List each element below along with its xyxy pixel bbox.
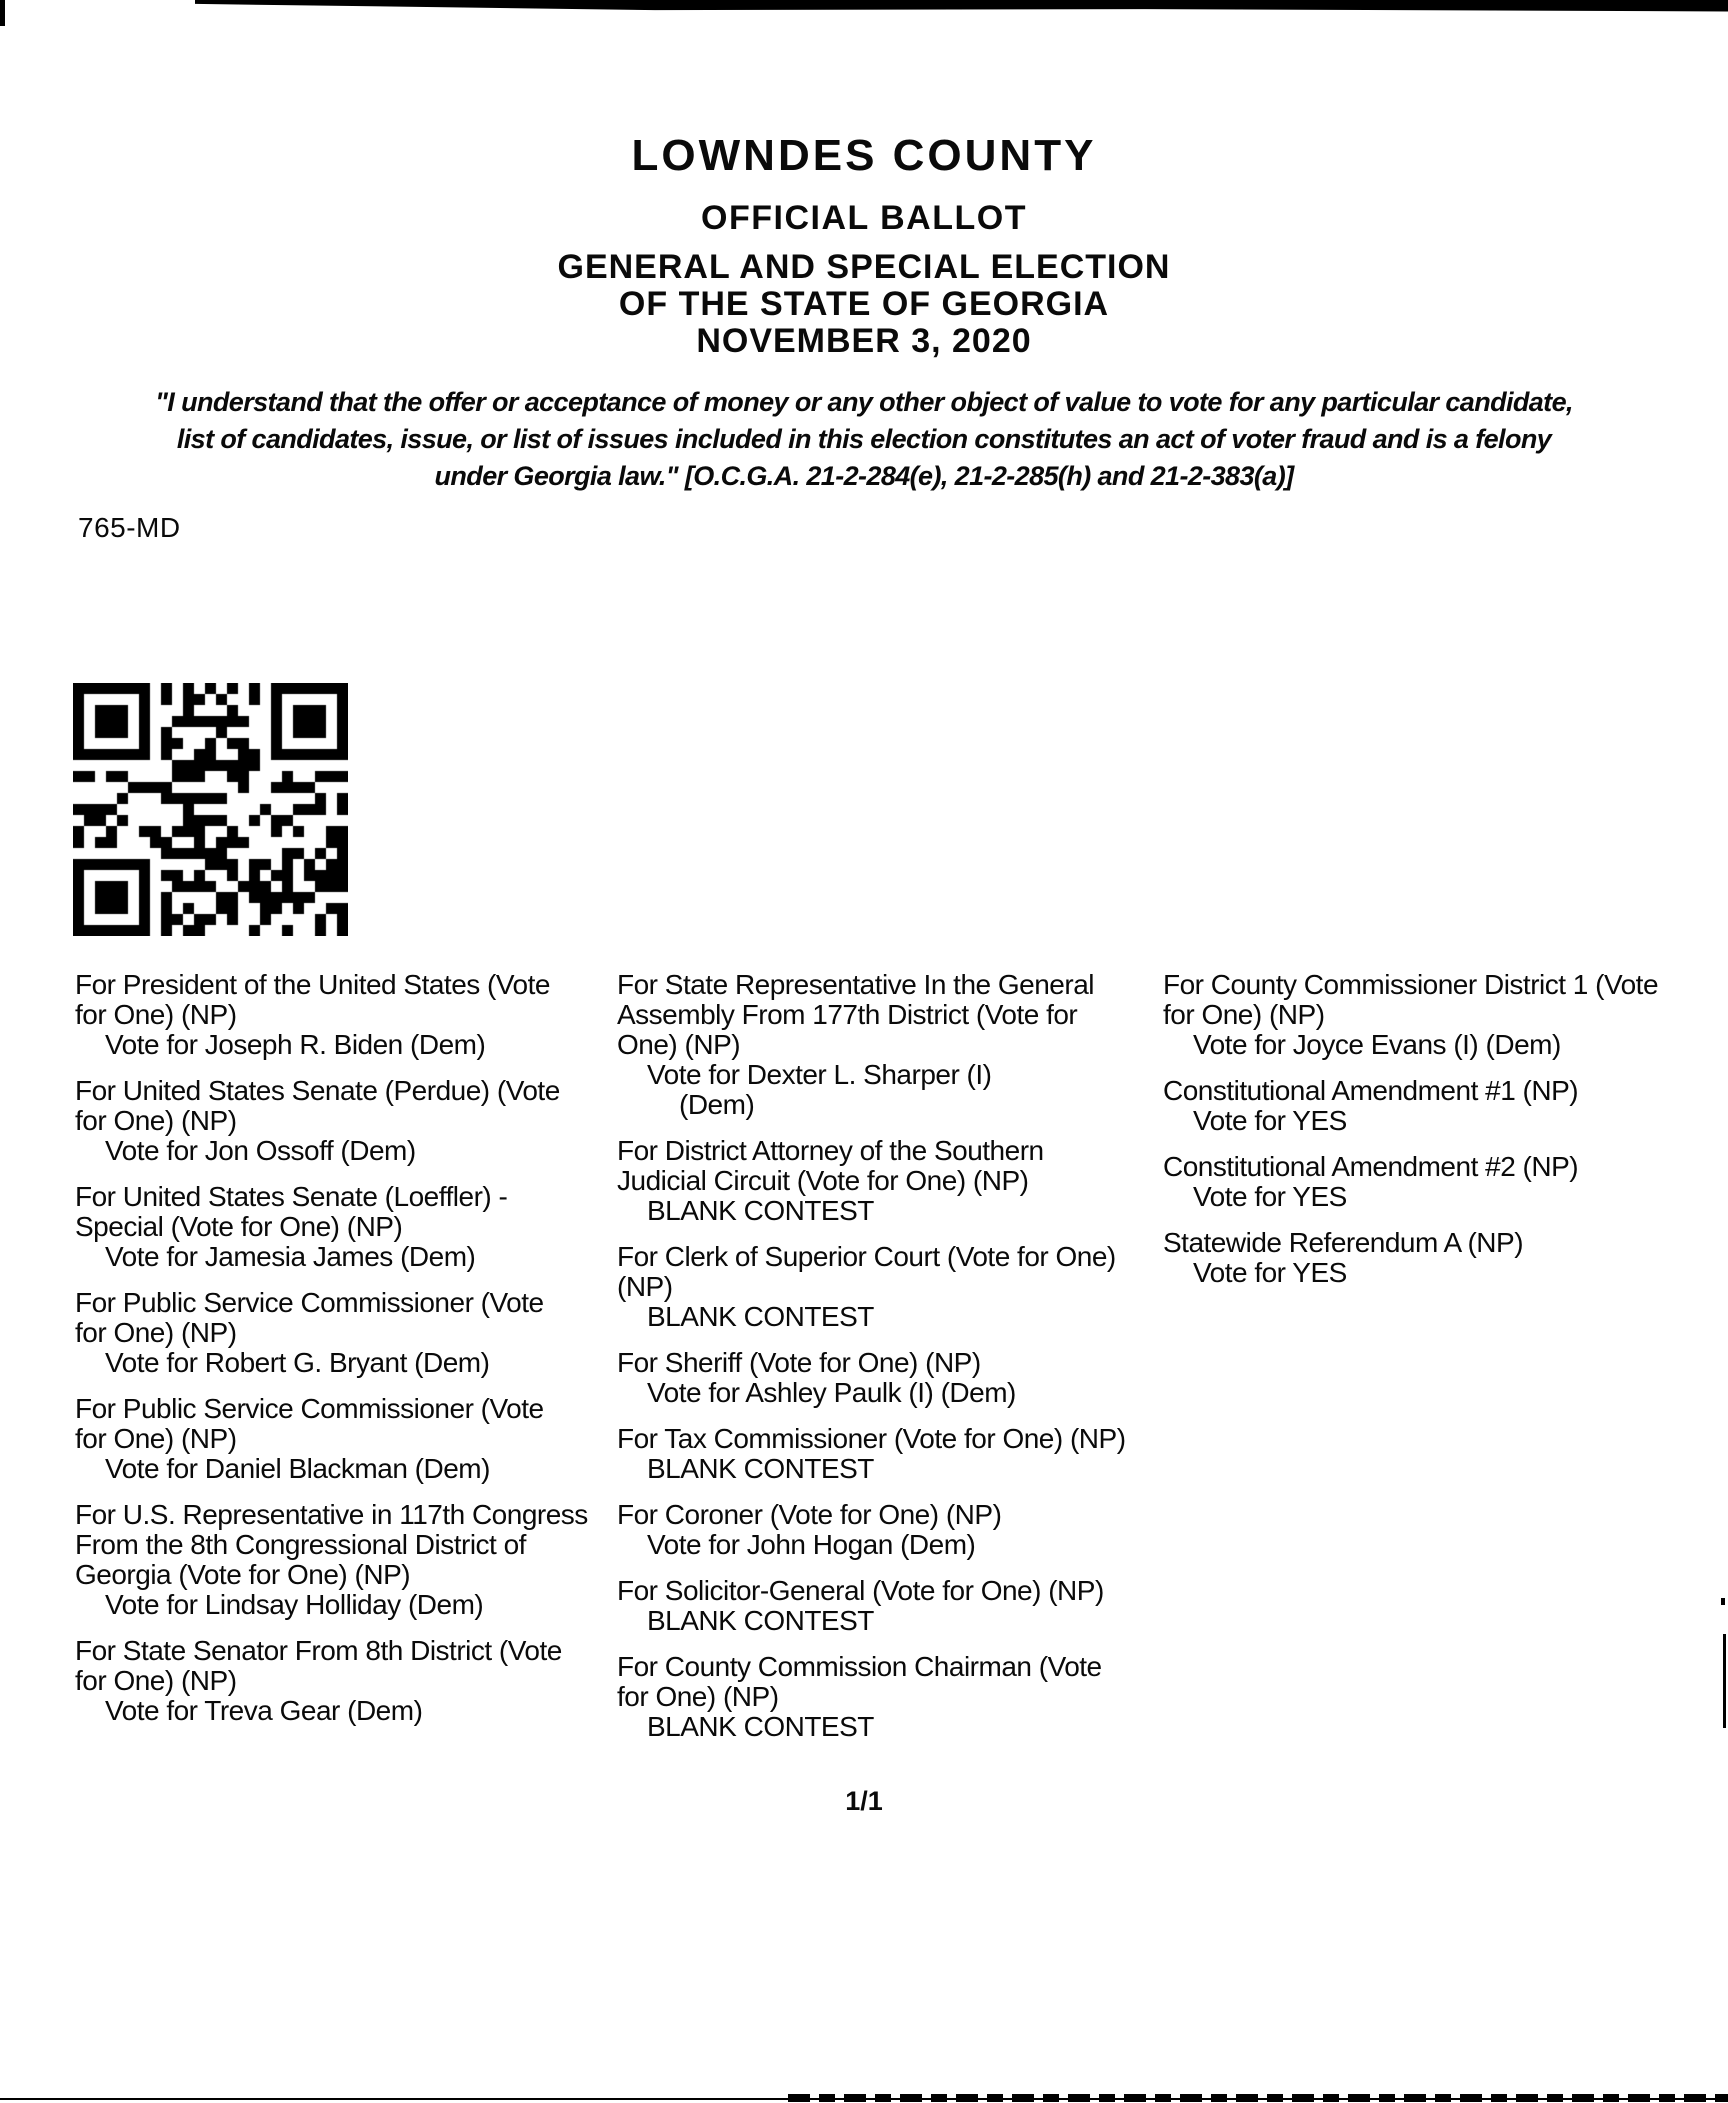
contest-vote-line: Vote for Jon Ossoff (Dem) [105, 1135, 416, 1166]
page-number: 1/1 [845, 1786, 883, 1816]
contest-title-line: For Public Service Commissioner (Vote [75, 1287, 544, 1318]
election-title-line: GENERAL AND SPECIAL ELECTION [557, 248, 1171, 286]
contest-vote-line: Vote for Dexter L. Sharper (I) [647, 1059, 992, 1090]
contest-block [75, 1636, 615, 1726]
ballot-header [0, 131, 1728, 360]
contest-vote-line: Vote for Jamesia James (Dem) [105, 1241, 476, 1272]
contest-title-line: For State Senator From 8th District (Vote [75, 1635, 562, 1666]
scan-artifact-bottom-timing-marks [788, 2094, 1728, 2102]
contest-title-line: Georgia (Vote for One) (NP) [75, 1559, 411, 1590]
contest-vote-line: Vote for Treva Gear (Dem) [105, 1695, 423, 1726]
contest-block [617, 1348, 1161, 1408]
contest-vote-line: Vote for YES [1193, 1181, 1347, 1212]
contest-vote-line: Vote for John Hogan (Dem) [647, 1529, 976, 1560]
contest-block [75, 970, 615, 1060]
county-title: LOWNDES COUNTY [631, 131, 1097, 180]
contest-title-line: For Tax Commissioner (Vote for One) (NP) [617, 1423, 1126, 1454]
contest-block [1163, 970, 1728, 1060]
scan-artifact-right-edge-dot [1721, 1598, 1725, 1605]
scan-artifact-top-left-tick [0, 0, 5, 26]
contest-title-line: For Solicitor-General (Vote for One) (NP) [617, 1575, 1104, 1606]
contest-title-line: For President of the United States (Vote [75, 969, 550, 1000]
qr-code [73, 683, 348, 936]
official-ballot-title: OFFICIAL BALLOT [701, 199, 1027, 237]
contest-block [617, 1136, 1161, 1226]
contest-title-line: From the 8th Congressional District of [75, 1529, 526, 1560]
contest-vote-line: Vote for Joseph R. Biden (Dem) [105, 1029, 486, 1060]
contest-block [617, 1576, 1161, 1636]
contest-title-line: for One) (NP) [1163, 999, 1325, 1030]
election-date-line: NOVEMBER 3, 2020 [696, 322, 1032, 360]
contest-block [75, 1288, 615, 1378]
contest-title-line: For U.S. Representative in 117th Congress [75, 1499, 588, 1530]
contest-title-line: One) (NP) [617, 1029, 741, 1060]
scan-artifact-top-bar [195, 0, 1728, 13]
contest-title-line: For Coroner (Vote for One) (NP) [617, 1499, 1002, 1530]
contest-block [617, 1242, 1161, 1332]
contest-vote-line: Vote for YES [1193, 1105, 1347, 1136]
contest-vote-line: Vote for Lindsay Holliday (Dem) [105, 1589, 484, 1620]
contest-block [617, 1424, 1161, 1484]
election-title-line: OF THE STATE OF GEORGIA [618, 285, 1110, 323]
contest-title-line: For United States Senate (Perdue) (Vote [75, 1075, 560, 1106]
contest-title-line: For District Attorney of the Southern [617, 1135, 1044, 1166]
contest-block [617, 1652, 1161, 1742]
contest-title-line: For United States Senate (Loeffler) - [75, 1181, 508, 1212]
contest-block [1163, 1228, 1728, 1288]
contest-title-line: for One) (NP) [75, 1105, 237, 1136]
contest-title-line: for One) (NP) [75, 1317, 237, 1348]
contest-title-line: (NP) [617, 1271, 673, 1302]
contest-vote-line: BLANK CONTEST [647, 1605, 874, 1636]
disclaimer-line: list of candidates, issue, or list of issues included in this election constitutes an act of voter fraud and is a felony [176, 424, 1552, 454]
contest-vote-line: (Dem) [679, 1089, 755, 1120]
contest-title-line: For County Commission Chairman (Vote [617, 1651, 1102, 1682]
contest-title-line: Assembly From 177th District (Vote for [617, 999, 1078, 1030]
contest-title-line: Statewide Referendum A (NP) [1163, 1227, 1524, 1258]
contest-vote-line: BLANK CONTEST [647, 1195, 874, 1226]
contest-vote-line: Vote for Daniel Blackman (Dem) [105, 1453, 490, 1484]
contest-column-2 [617, 970, 1161, 1758]
contest-block [617, 1500, 1161, 1560]
contest-title-line: For County Commissioner District 1 (Vote [1163, 969, 1659, 1000]
ballot-style-code: 765-MD [78, 512, 181, 543]
contest-block [75, 1182, 615, 1272]
contest-vote-line: Vote for Robert G. Bryant (Dem) [105, 1347, 490, 1378]
contest-title-line: for One) (NP) [75, 1665, 237, 1696]
contest-vote-line: BLANK CONTEST [647, 1711, 874, 1742]
contest-title-line: For Clerk of Superior Court (Vote for One) [617, 1241, 1116, 1272]
contest-title-line: For Sheriff (Vote for One) (NP) [617, 1347, 981, 1378]
contest-block [75, 1500, 615, 1620]
contest-title-line: for One) (NP) [75, 999, 237, 1030]
contest-vote-line: BLANK CONTEST [647, 1301, 874, 1332]
contest-block [75, 1394, 615, 1484]
contest-title-line: for One) (NP) [75, 1423, 237, 1454]
contest-title-line: for One) (NP) [617, 1681, 779, 1712]
scan-artifact-right-edge-line [1723, 1634, 1726, 1728]
disclaimer-line: under Georgia law." [O.C.G.A. 21-2-284(e), 21-2-285(h) and 21-2-383(a)] [434, 461, 1294, 491]
contest-vote-line: Vote for Ashley Paulk (I) (Dem) [647, 1377, 1016, 1408]
contest-title-line: For State Representative In the General [617, 969, 1094, 1000]
contest-block [1163, 1076, 1728, 1136]
contest-title-line: Constitutional Amendment #2 (NP) [1163, 1151, 1579, 1182]
contest-block [1163, 1152, 1728, 1212]
contest-vote-line: Vote for Joyce Evans (I) (Dem) [1193, 1029, 1561, 1060]
contest-title-line: Special (Vote for One) (NP) [75, 1211, 403, 1242]
disclaimer-line: "I understand that the offer or acceptance of money or any other object of value to vote for any particular candidate, [155, 387, 1573, 417]
contest-title-line: Constitutional Amendment #1 (NP) [1163, 1075, 1579, 1106]
contest-vote-line: Vote for YES [1193, 1257, 1347, 1288]
contest-block [617, 970, 1161, 1120]
contest-column-1 [75, 970, 615, 1742]
contest-block [75, 1076, 615, 1166]
voter-fraud-disclaimer [0, 384, 1728, 495]
contest-title-line: Judicial Circuit (Vote for One) (NP) [617, 1165, 1029, 1196]
contest-vote-line: BLANK CONTEST [647, 1453, 874, 1484]
contest-column-3 [1163, 970, 1728, 1304]
contest-title-line: For Public Service Commissioner (Vote [75, 1393, 544, 1424]
